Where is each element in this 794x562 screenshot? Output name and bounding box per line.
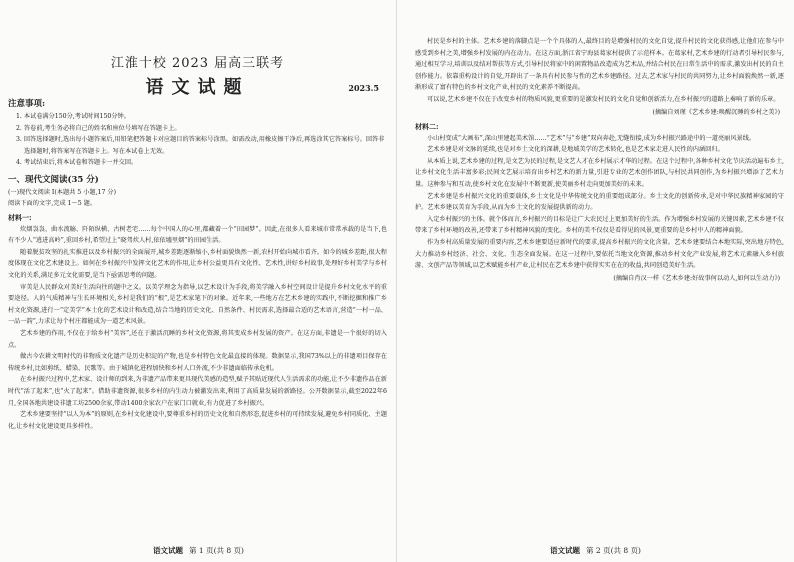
paragraph: 入定乡村振兴的主体。就个体而言,乡村振兴的目标是让广大农民过上更加美好的生活。作为增强乡村发展的关键因素,艺术乡建不仅带来了乡村环境的改善,还带来了乡村精神风貌的变化。乡村的美不仅仅是看得见的风景,更重要的是乡村中人的精神面貌。 bbox=[415, 215, 784, 235]
exam-date: 2023.5 bbox=[348, 83, 379, 93]
footer-title: 语文试题 bbox=[153, 546, 184, 555]
note-item: 1. 本试卷满分150分,考试时间150分钟。 bbox=[16, 113, 130, 120]
paragraph: 作为乡村高质量发展的重要内容,艺术乡建要适应新时代的要求,提高乡村振兴的文化含量。艺术乡建要结合本地实际,突出地方特色,大力推动乡村经济、社会、文化、生态全面发展。在这一过程中,要依托当地文化资源,推动乡村文化产业发展,将艺术元素融入乡村旅游、文创产品等领域,以艺术赋能乡村产业,让村民在艺术乡建中获得实实在在的收益,共同创造美好生活。 bbox=[415, 238, 784, 270]
note-item: 4. 考试结束后,将本试卷和答题卡一并交回。 bbox=[16, 159, 138, 166]
footer-title: 语文试题 bbox=[550, 546, 581, 555]
paragraph: 村民是乡村的主体。艺术乡建的落脚点是一个个具体的人,最终目的是增强村民的文化自觉,提升村民的文化获得感,让他们在参与中感受到乡村之美,增强乡村发展的内在动力。在这方面,浙江省宁海县葛家村提供了示范样本。在葛家村,艺术乡建的行动者引导村民参与,通过相互学习,培训以及结对帮扶等方式,引导村民将家中的闲置物品改造成为艺术品,并结合村民在日常生活中的需求,激发出村民的自主创作能力。依靠重构设计的自觉,开辟出了一条具有村民参与性的艺术乡建路径。过去,艺术家与村民的共同努力,让乡村面貌焕然一新,逐渐形成了富有特色的乡村文化产业,村民的文化素养不断提高。 bbox=[415, 38, 784, 92]
paragraph: 艺术乡建是乡村振兴文化的重要载体,乡土文化是中华传统文化的重要组成部分。乡土文化的创新传承,是对中华民族精神家园的守护。艺术乡建以美育为手段,从而为乡土文化的发展提供新的动力。 bbox=[415, 192, 784, 212]
subsection-heading: (一)现代文阅读 I(本题共 5 小题,17 分) bbox=[8, 188, 116, 196]
section-heading: 一、现代文阅读(35 分) bbox=[8, 174, 99, 185]
page-2 bbox=[397, 0, 794, 562]
paragraph: 可以说,艺术乡建不仅在于改变乡村的物质风貌,更重要的是激发村民的文化自觉和创新活力,在乡村振兴的道路上奏响了新的乐章。 bbox=[427, 95, 780, 103]
footer-page-number: 第 2 页(共 8 页) bbox=[586, 546, 641, 555]
source-citation: (摘编自肖汉一样《艺术乡建:好故事何以动人,如何以生动力》) bbox=[613, 274, 780, 282]
subject-row bbox=[8, 71, 387, 98]
instruction: 阅读下面的文字,完成 1～5 题。 bbox=[8, 200, 97, 208]
page-footer bbox=[0, 545, 397, 556]
subject-title: 语文试题 bbox=[145, 77, 250, 98]
paragraph: 艺术乡建是对文脉的延续,也是对乡土文化的深耕,是地域美学的艺术转化,也是艺术家走进人民性的内涵回归。 bbox=[427, 146, 724, 154]
paragraph: 从本质上说,艺术乡建的过程,是文艺为民的过程,是文艺人才在乡村展示才华的过程。在这个过程中,各种乡村文化节庆活动遍布乡土,让乡村文化生活丰富多彩;民间文艺展示培育出乡村艺术的新力量,引进专业的艺术创作团队,与村民共同创作,为乡村振兴增添了艺术力量。这种参与和互动,使乡村文化在发展中不断更新,使美丽乡村走向更加美好的未来。 bbox=[415, 157, 784, 188]
material-label: 材料一: bbox=[8, 212, 32, 222]
footer-page-number: 第 1 页(共 8 页) bbox=[189, 546, 244, 555]
paragraph: 随着脱贫攻坚的扎实推进以及乡村振兴的全面展开,城乡差距逐渐缩小,乡村面貌焕然一新,农村开始向城市看齐。如今的城乡差距,很大程度体现在文化艺术建设上。如何在乡村振兴中发挥文化艺术的作用,让乡村公益更具有文化性、艺术性,讲好乡村故事,处理好乡村美学与乡村文化的关系,满足多元文化需要,是当下亟需思考的问题。 bbox=[8, 248, 387, 280]
notes-heading: 注意事项: bbox=[8, 99, 46, 109]
page-footer bbox=[397, 545, 794, 556]
paragraph: 做古今农耕文明时代的非物质文化遗产是历史积淀的产物,也是乡村特色文化最直接的体现。数据显示,我国73%以上的非遗项目保存在传统乡村,比如剪纸、蜡染、民歌等。由于城镇化进程加快和乡村人口外流,不少非遗面临传承危机。 bbox=[8, 353, 387, 372]
material-label: 材料二: bbox=[415, 121, 439, 131]
paragraph: 艺术乡建的作用,不仅在于给乡村“美容”,还在于激活沉睡的乡村文化资源,将其变成乡村发展的资产。在这方面,非遗是一个很好的切入点。 bbox=[8, 330, 387, 349]
paragraph: 炊烟袅袅、曲水流觞、阡陌纵横、古树老宅……每个中国人的心里,都藏着一个“田园梦”。因此,在很多人看来城市常常承载的是当下,也有不少人“逃进高岭”,重回乡村,希望过上“晓驾炊人村,依依墟里烟”的田园生活。 bbox=[8, 225, 387, 245]
note-item: 2. 答卷前,考生务必将自己的姓名和座位号填写在答题卡上。 bbox=[16, 124, 181, 132]
source-citation: (摘编自刘瑾《艺术乡建:唤醒沉睡的乡村之美》) bbox=[652, 108, 780, 116]
paragraph: 在乡村振兴过程中,艺术家、设计师的到来,为非遗产品带来更具现代美感的造型,赋予其贴近现代人生活需求的功能,让不少非遗作品在新时代“活了起来”,也“火了起来”。借助非遗资源,很多乡村的内生动力被激发出来,利用了高质量发展的新路径。公开数据显示,截至2022年6月,全国各地共建设非遗工坊2500余家,带动1400余家农户在家门口就业,有力促进了乡村振兴。 bbox=[8, 376, 387, 407]
paragraph: 艺术乡建要坚持“以人为本”的原则,在乡村文化建设中,要尊重乡村的历史文化和自然形态,促进乡村的可持续发展,避免乡村同质化、主题化,让乡村文化建设更具多样性。 bbox=[8, 411, 387, 430]
exam-title: 江淮十校 2023 届高三联考 bbox=[110, 56, 285, 71]
paragraph: 审美是人民群众对美好生活向往的题中之义。以美学理念为指导,以艺术设计为手段,将美学融入乡村空间设计是提升乡村文化水平的重要途径。人的气质精神与生长环境相关,乡村是我们的“根”,是艺术家笔下的对象。近年来,一些地方在艺术乡建的实践中,不断挖掘和推广乡村文化资源,进行一“定美学”本土化的艺术设计和改造,结合当地的历史文化、自然条件、村民需求,选择最合适的艺术语言,营造“一村一品、一品一韵”,力求让每个村庄都能成为一道艺术风景。 bbox=[8, 283, 387, 326]
note-item: 3. 回答选择题时,选出每小题答案后,用铅笔把答题卡对应题目的答案标号涂黑。如需改动,用橡皮擦干净后,再选涂其它答案标号。回答非选择题时,将答案写在答题卡上。写在本试卷上无效。 bbox=[16, 136, 385, 155]
paragraph: 小山村变成“大画布”,深山里建起美术馆……“艺术”与“乡建”双向奔赴,无缝衔接,成为乡村振兴路途中的一道亮丽风景线。 bbox=[427, 134, 756, 142]
